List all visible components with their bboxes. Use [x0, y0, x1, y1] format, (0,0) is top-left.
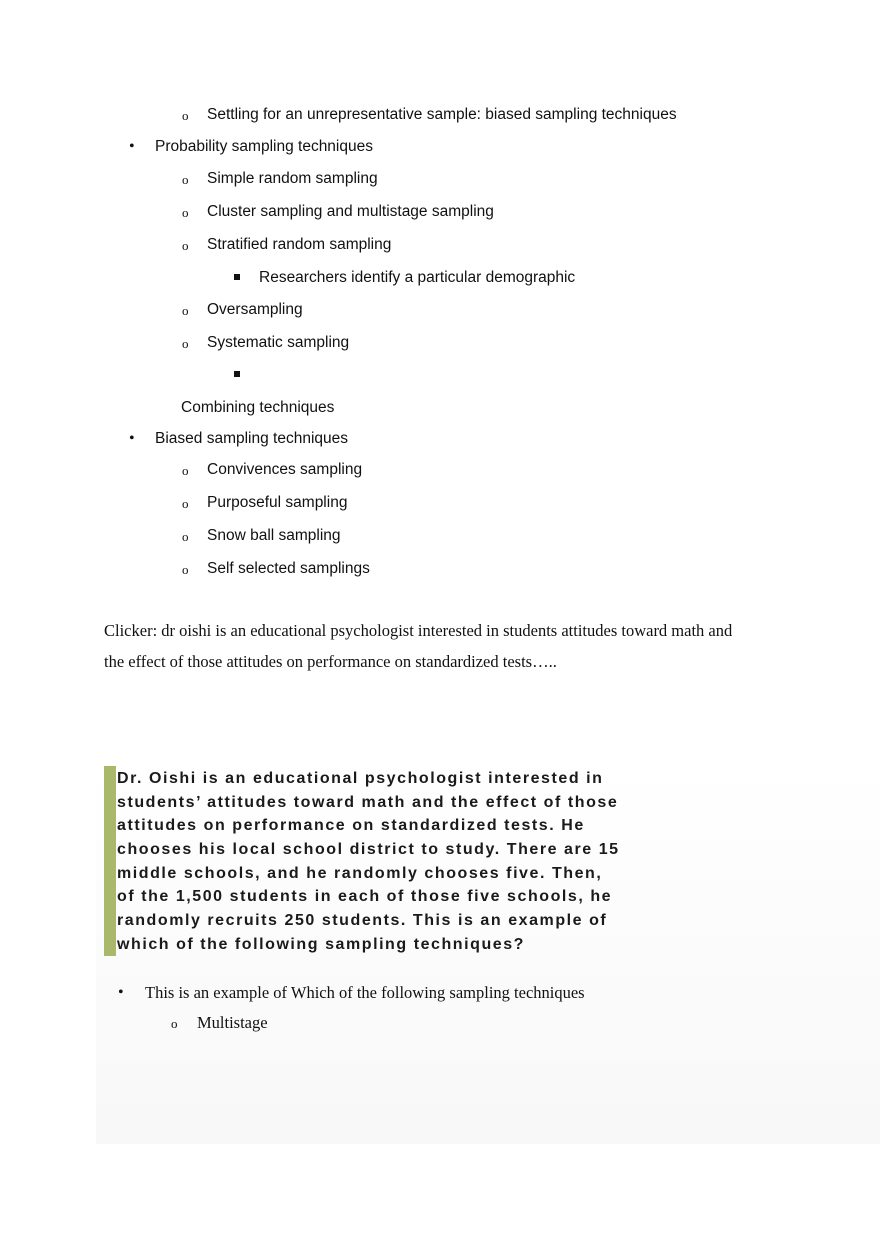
outline-subitem-demographic: Researchers identify a particular demographic [259, 269, 576, 286]
circle-bullet-icon: o [182, 108, 189, 123]
outline-combining-techniques: Combining techniques [181, 399, 335, 416]
outline-heading-biased: Biased sampling techniques [155, 430, 349, 447]
clicker-question-line: which of the following sampling techniques? [117, 935, 525, 953]
outline-item-snowball: Snow ball sampling [207, 527, 341, 544]
outline-item-oversampling: Oversampling [207, 301, 303, 318]
circle-bullet-icon: o [182, 303, 189, 318]
outline-item-convenience: Convivences sampling [207, 461, 363, 478]
answer-choice: Multistage [197, 1013, 268, 1032]
clicker-question-line: Dr. Oishi is an educational psychologist interested in [117, 770, 604, 787]
circle-bullet-icon: o [182, 336, 189, 351]
outline-item-stratified: Stratified random sampling [207, 236, 392, 253]
outline-item-simple-random: Simple random sampling [207, 170, 378, 187]
outline-item-systematic: Systematic sampling [207, 334, 350, 351]
clicker-paragraph-line-1: Clicker: dr oishi is an educational psychologist interested in students attitudes toward math and [104, 621, 733, 640]
clicker-question-line: chooses his local school district to study. There are 15 [117, 841, 620, 859]
disc-bullet-icon: • [129, 138, 135, 155]
outline-item-self-selected: Self selected samplings [207, 560, 370, 577]
square-bullet-icon [234, 371, 240, 377]
disc-bullet-icon: • [129, 430, 135, 447]
clicker-question-line: students’ attitudes toward math and the effect of those [117, 793, 619, 811]
clicker-question-text [117, 767, 620, 957]
clicker-question-line: attitudes on performance on standardized tests. He [117, 817, 585, 835]
clicker-question-line: randomly recruits 250 students. This is an example of [117, 912, 608, 930]
circle-bullet-icon: o [182, 463, 189, 478]
accent-bar [104, 766, 116, 956]
clicker-question-line: of the 1,500 students in each of those five schools, he [117, 888, 613, 906]
square-bullet-icon [234, 274, 240, 280]
outline-item-purposeful: Purposeful sampling [207, 494, 348, 511]
clicker-question-image [96, 762, 880, 1144]
circle-bullet-icon: o [182, 205, 189, 220]
answer-question: This is an example of Which of the following sampling techniques [145, 983, 585, 1002]
outline-item-unrepresentative: Settling for an unrepresentative sample: biased sampling techniques [207, 106, 677, 123]
circle-bullet-icon: o [182, 529, 189, 544]
outline-item-cluster: Cluster sampling and multistage sampling [207, 203, 494, 220]
disc-bullet-icon: • [118, 984, 124, 1001]
circle-bullet-icon: o [182, 238, 189, 253]
circle-bullet-icon: o [182, 562, 189, 577]
circle-bullet-icon: o [171, 1016, 178, 1031]
circle-bullet-icon: o [182, 496, 189, 511]
clicker-paragraph-line-2: the effect of those attitudes on performance on standardized tests….. [104, 652, 557, 671]
outline-heading-probability: Probability sampling techniques [155, 138, 373, 155]
circle-bullet-icon: o [182, 172, 189, 187]
clicker-question-line: middle schools, and he randomly chooses five. Then, [117, 864, 603, 882]
